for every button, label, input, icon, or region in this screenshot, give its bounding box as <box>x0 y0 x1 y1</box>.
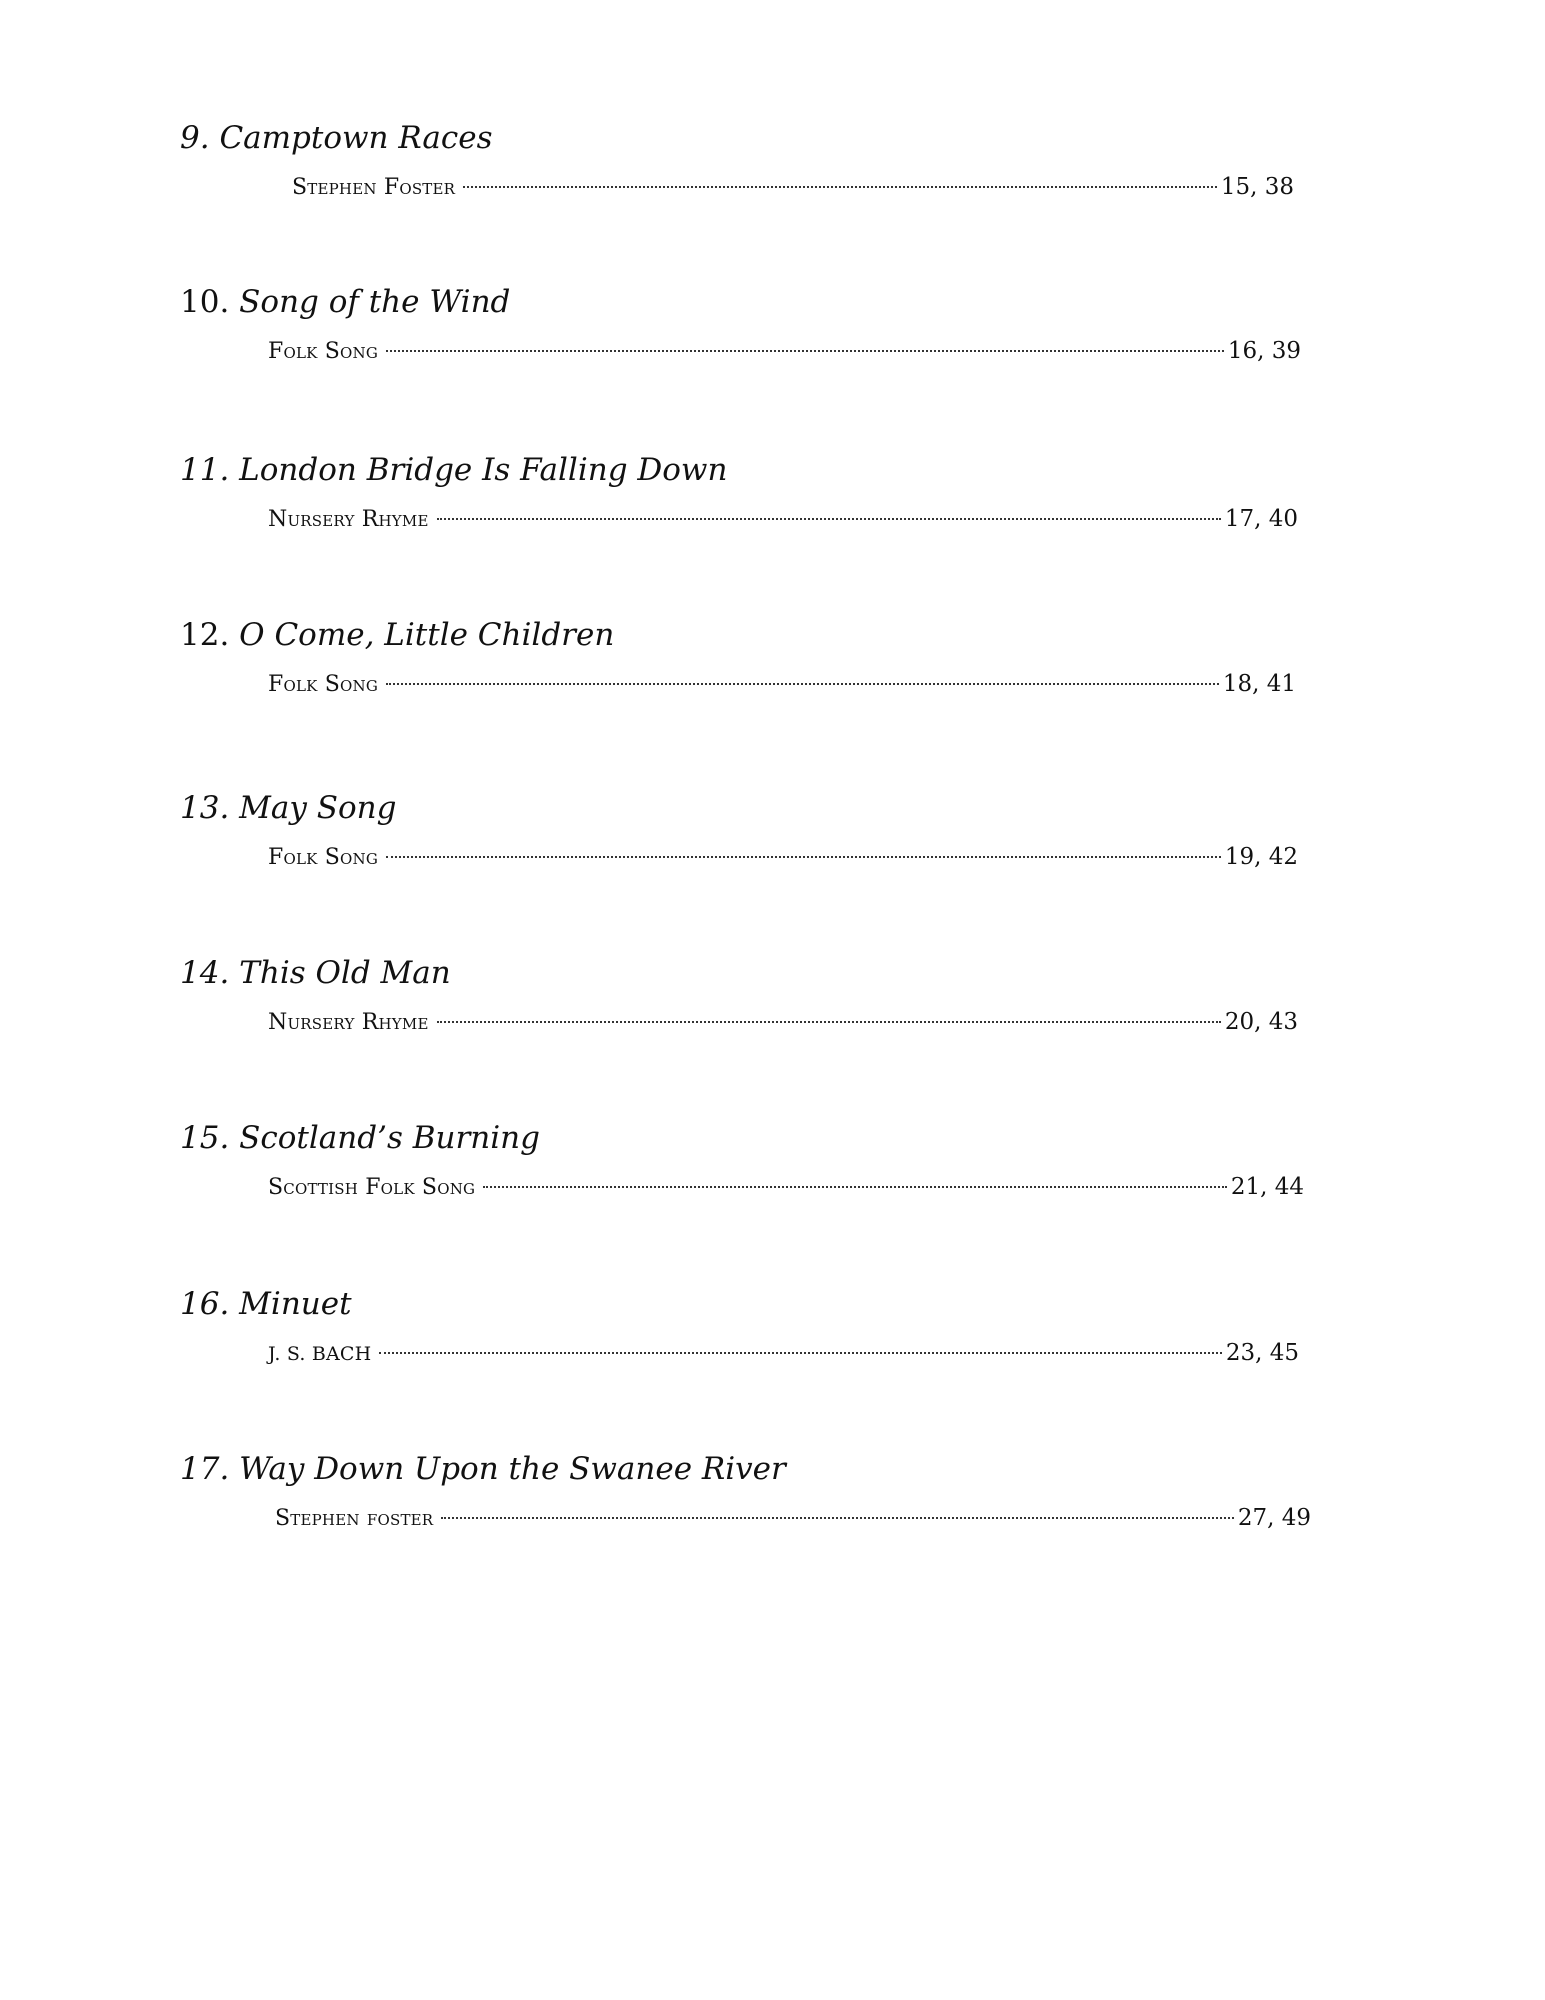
entry-composer: J. S. BACH <box>268 1343 372 1365</box>
entry-title <box>180 117 493 159</box>
entry-name: Minuet <box>239 1286 352 1322</box>
entry-composer: Nursery Rhyme <box>268 507 429 532</box>
toc-entry-12 <box>0 614 1545 734</box>
entry-composer: Folk Song <box>268 845 378 870</box>
toc-entry-17 <box>0 1448 1545 1568</box>
entry-name: London Bridge Is Falling Down <box>239 452 728 488</box>
entry-detail-line <box>275 1500 1311 1536</box>
entry-title <box>180 952 451 994</box>
entry-name: Song of the Wind <box>239 284 511 320</box>
entry-detail-line <box>268 1335 1299 1371</box>
entry-number: 10. <box>180 284 230 320</box>
dot-leader <box>379 1352 1221 1354</box>
entry-detail-line <box>268 333 1301 369</box>
entry-detail-line <box>268 839 1298 875</box>
entry-name: This Old Man <box>239 955 451 991</box>
entry-pages: 18, 41 <box>1222 671 1296 697</box>
dot-leader <box>463 186 1217 188</box>
toc-entry-14 <box>0 952 1545 1072</box>
entry-pages: 19, 42 <box>1224 844 1298 870</box>
entry-number: 11. <box>180 452 230 488</box>
toc-entry-10 <box>0 281 1545 401</box>
entry-name: May Song <box>239 790 397 826</box>
entry-title <box>180 449 727 491</box>
entry-composer: Stephen Foster <box>292 175 456 200</box>
entry-title <box>180 614 614 656</box>
entry-number: 9. <box>180 120 210 156</box>
entry-number: 14. <box>180 955 230 991</box>
entry-pages: 17, 40 <box>1224 506 1298 532</box>
entry-detail-line <box>268 1169 1304 1205</box>
entry-detail-line <box>268 501 1298 537</box>
entry-title <box>180 1117 540 1159</box>
entry-pages: 16, 39 <box>1227 338 1301 364</box>
toc-entry-15 <box>0 1117 1545 1237</box>
entry-pages: 23, 45 <box>1225 1340 1299 1366</box>
entry-composer: Scottish Folk Song <box>268 1175 476 1200</box>
entry-detail-line <box>268 1004 1298 1040</box>
entry-title <box>180 281 510 323</box>
entry-title <box>180 1283 352 1325</box>
dot-leader <box>441 1517 1234 1519</box>
entry-name: O Come, Little Children <box>239 617 615 653</box>
entry-name: Way Down Upon the Swanee River <box>239 1451 786 1487</box>
entry-name: Scotland’s Burning <box>239 1120 540 1156</box>
entry-detail-line <box>292 169 1294 205</box>
entry-composer: Nursery Rhyme <box>268 1010 429 1035</box>
entry-composer: Folk Song <box>268 339 378 364</box>
entry-title <box>180 1448 786 1490</box>
dot-leader <box>437 1021 1221 1023</box>
entry-composer: Folk Song <box>268 672 378 697</box>
dot-leader <box>437 518 1221 520</box>
entry-pages: 27, 49 <box>1237 1505 1311 1531</box>
entry-number: 17. <box>180 1451 230 1487</box>
entry-title <box>180 787 396 829</box>
toc-entry-9 <box>0 117 1545 237</box>
toc-entry-16 <box>0 1283 1545 1403</box>
entry-pages: 15, 38 <box>1220 174 1294 200</box>
dot-leader <box>386 350 1224 352</box>
entry-number: 15. <box>180 1120 230 1156</box>
toc-entry-11 <box>0 449 1545 569</box>
entry-detail-line <box>268 666 1296 702</box>
entry-composer: Stephen foster <box>275 1506 434 1531</box>
entry-pages: 21, 44 <box>1230 1174 1304 1200</box>
toc-entry-13 <box>0 787 1545 907</box>
dot-leader <box>386 683 1219 685</box>
dot-leader <box>483 1186 1227 1188</box>
entry-number: 16. <box>180 1286 230 1322</box>
entry-number: 13. <box>180 790 230 826</box>
entry-name: Camptown Races <box>219 120 493 156</box>
entry-number: 12. <box>180 617 230 653</box>
entry-pages: 20, 43 <box>1224 1009 1298 1035</box>
dot-leader <box>386 856 1221 858</box>
